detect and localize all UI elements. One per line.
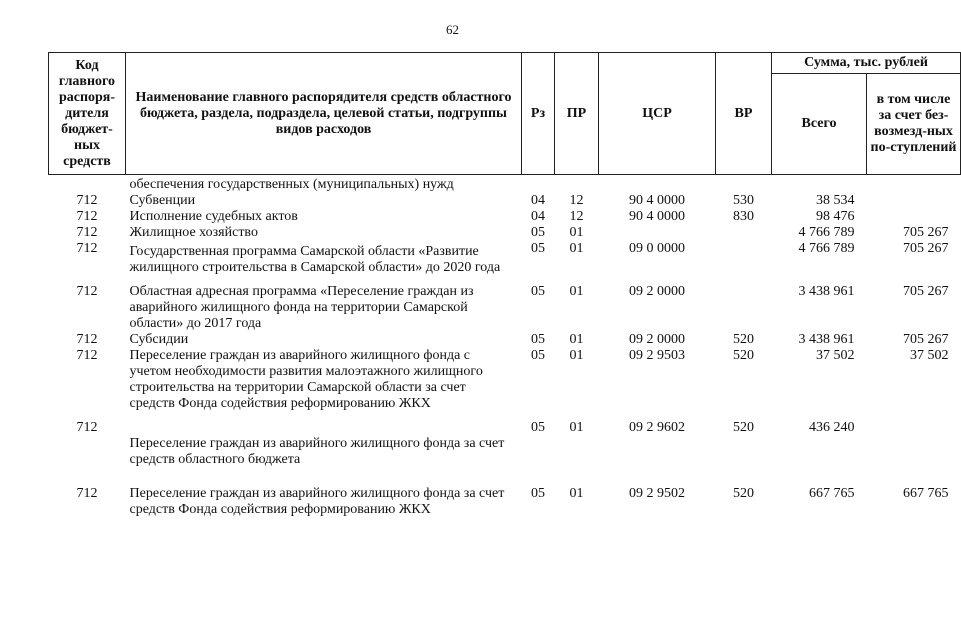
table-row — [49, 332, 961, 348]
cell-csr: 09 0 0000 — [629, 241, 685, 256]
cell-rz: 05 — [531, 420, 545, 435]
cell-name: Переселение граждан из аварийного жилищного фонда за счет средств областного бюджета — [129, 436, 505, 467]
cell-rz: 05 — [531, 348, 545, 363]
cell-csr: 09 2 0000 — [629, 332, 685, 347]
header-name: Наименование главного распорядителя средств областного бюджета, раздела, подраздела, целевой статьи, подгруппы видов расходов — [126, 53, 522, 175]
cell-rz: 05 — [531, 284, 545, 299]
cell-pr — [555, 175, 599, 194]
cell-total: 667 765 — [809, 486, 855, 501]
cell-pr: 12 — [569, 209, 584, 224]
cell-free: 705 267 — [903, 332, 949, 347]
table-row — [49, 193, 961, 209]
table-row — [49, 348, 961, 412]
cell-free — [867, 193, 961, 209]
cell-rz: 05 — [531, 486, 545, 501]
cell-free — [867, 412, 961, 468]
cell-vr — [716, 276, 772, 332]
cell-total: 3 438 961 — [798, 332, 855, 347]
cell-pr: 01 — [569, 241, 584, 256]
cell-total: 38 534 — [816, 193, 855, 208]
header-rz: Рз — [522, 53, 555, 175]
header-vr: ВР — [716, 53, 772, 175]
cell-code: 712 — [76, 193, 98, 208]
table-row — [49, 468, 961, 518]
cell-name: Переселение граждан из аварийного жилищного фонда за счет средств Фонда содействия реформированию ЖКХ — [129, 486, 505, 517]
header-sum-group: Сумма, тыс. рублей — [772, 53, 961, 74]
cell-free — [867, 209, 961, 225]
cell-code: 712 — [76, 284, 98, 299]
cell-name: Субвенции — [129, 193, 196, 208]
cell-csr: 09 2 9502 — [629, 486, 685, 501]
cell-csr — [599, 175, 716, 194]
cell-csr: 09 2 9602 — [629, 420, 685, 435]
page-number: 62 — [446, 22, 459, 37]
cell-csr: 09 2 9503 — [629, 348, 685, 363]
cell-rz — [522, 175, 555, 194]
cell-name: Жилищное хозяйство — [129, 225, 258, 240]
cell-name: обеспечения государственных (муниципальных) нужд — [129, 177, 454, 192]
cell-code — [49, 175, 126, 194]
cell-vr: 830 — [733, 209, 754, 224]
table-body — [49, 175, 961, 519]
cell-code: 712 — [76, 486, 98, 501]
cell-name: Переселение граждан из аварийного жилищного фонда с учетом необходимости развития малоэтажного жилищного строительства на территории Самарской области за счет средств Фонда содействия реформированию ЖКХ — [129, 348, 483, 411]
cell-total: 98 476 — [816, 209, 855, 224]
table-row — [49, 412, 961, 468]
cell-pr: 01 — [569, 284, 584, 299]
cell-pr: 12 — [569, 193, 584, 208]
cell-rz: 05 — [531, 241, 545, 256]
cell-code: 712 — [76, 332, 98, 347]
table-row — [49, 276, 961, 332]
cell-name: Областная адресная программа «Переселение граждан из аварийного жилищного фонда на территории Самарской области» до 2017 года — [129, 284, 474, 331]
cell-name: Государственная программа Самарской области «Развитие жилищного строительства в Самарской области» до 2020 года — [129, 244, 501, 275]
header-code: Код главного распоря-дителя бюджет-ных средств — [49, 53, 126, 175]
cell-free: 705 267 — [903, 241, 949, 256]
cell-rz: 04 — [531, 193, 545, 208]
cell-vr — [716, 175, 772, 194]
cell-code: 712 — [76, 348, 98, 363]
cell-rz: 04 — [531, 209, 545, 224]
cell-vr: 520 — [733, 348, 754, 363]
cell-vr — [716, 225, 772, 241]
cell-pr: 01 — [569, 332, 584, 347]
cell-csr — [599, 225, 716, 241]
table-header — [49, 53, 961, 175]
table-row — [49, 225, 961, 241]
header-pr: ПР — [555, 53, 599, 175]
cell-vr: 520 — [733, 332, 754, 347]
table-row — [49, 241, 961, 276]
cell-csr: 09 2 0000 — [629, 284, 685, 299]
cell-name: Субсидии — [129, 332, 189, 347]
header-total: Всего — [772, 74, 867, 175]
header-free: в том числе за счет без-возмезд-ных по-ступлений — [867, 74, 961, 175]
cell-vr: 520 — [733, 486, 754, 501]
cell-total: 436 240 — [809, 420, 855, 435]
cell-free: 705 267 — [903, 284, 949, 299]
cell-free: 667 765 — [903, 486, 949, 501]
cell-name: Исполнение судебных актов — [129, 209, 298, 224]
cell-vr: 530 — [733, 193, 754, 208]
cell-pr: 01 — [569, 486, 584, 501]
cell-free: 705 267 — [903, 225, 949, 240]
cell-rz: 05 — [531, 332, 545, 347]
cell-vr — [716, 241, 772, 276]
budget-table — [48, 52, 961, 518]
cell-code: 712 — [76, 241, 98, 256]
cell-pr: 01 — [569, 420, 584, 435]
table-row — [49, 209, 961, 225]
cell-total: 4 766 789 — [798, 241, 855, 256]
cell-code: 712 — [76, 209, 98, 224]
cell-pr: 01 — [569, 348, 584, 363]
cell-vr: 520 — [733, 420, 754, 435]
cell-total: 3 438 961 — [798, 284, 855, 299]
cell-free: 37 502 — [910, 348, 949, 363]
cell-pr: 01 — [569, 225, 584, 240]
cell-code: 712 — [76, 225, 98, 240]
cell-total: 4 766 789 — [798, 225, 855, 240]
cell-total — [772, 175, 867, 194]
cell-rz: 05 — [531, 225, 545, 240]
cell-total: 37 502 — [816, 348, 855, 363]
cell-code: 712 — [76, 420, 98, 435]
header-csr: ЦСР — [599, 53, 716, 175]
table-row — [49, 175, 961, 194]
cell-free — [867, 175, 961, 194]
cell-csr: 90 4 0000 — [629, 193, 685, 208]
cell-csr: 90 4 0000 — [629, 209, 685, 224]
